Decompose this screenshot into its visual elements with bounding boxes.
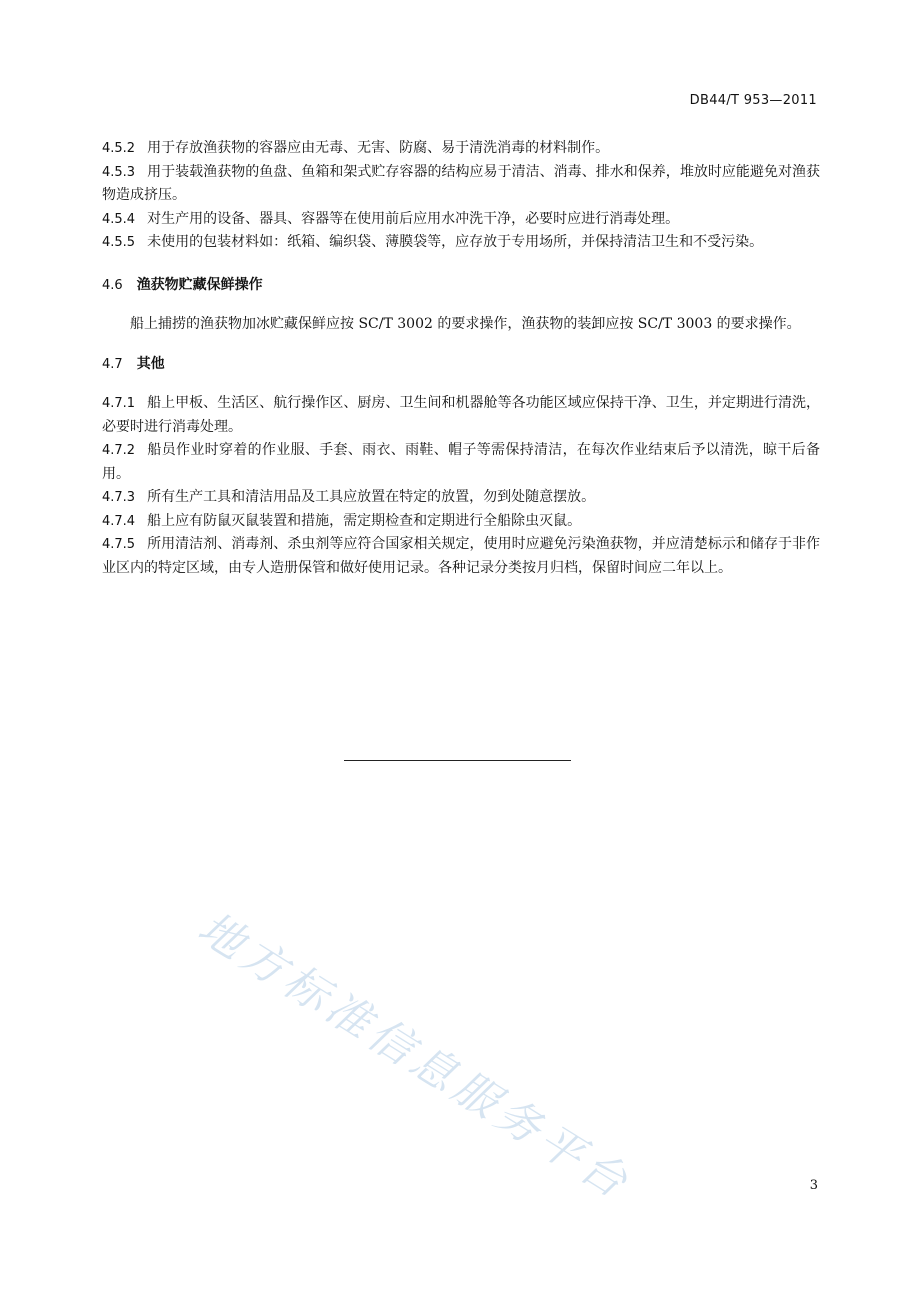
clause-number: 4.7.3	[102, 490, 136, 505]
clause-number: 4.7.1	[102, 396, 136, 411]
section-title: 其他	[136, 356, 165, 372]
clause-4-7-2	[102, 439, 820, 486]
clause-number: 4.5.2	[102, 141, 136, 156]
end-rule	[344, 760, 571, 761]
clause-4-5-2	[102, 137, 820, 161]
clause-4-7-4	[102, 510, 820, 534]
clause-text: 船上应有防鼠灭鼠装置和措施，需定期检查和定期进行全船除虫灭鼠。	[147, 512, 582, 529]
section-title: 渔获物贮藏保鲜操作	[136, 276, 263, 293]
clause-number: 4.7.5	[102, 537, 136, 552]
clause-number: 4.5.3	[102, 164, 136, 180]
watermark: 地方标准信息服务平台	[189, 902, 641, 1211]
clause-number: 4.5.5	[102, 235, 136, 250]
section-heading-4-6	[102, 274, 820, 297]
clause-text: 用于装载渔获物的鱼盘、鱼箱和架式贮存容器的结构应易于清洁、消毒、排水和保养，堆放时应能避免对渔获物造成挤压。	[102, 163, 820, 203]
section-heading-4-7	[102, 353, 820, 376]
page-number: 3	[809, 1178, 818, 1193]
clause-text: 船员作业时穿着的作业服、手套、雨衣、雨鞋、帽子等需保持清洁，在每次作业结束后予以清洗，晾干后备用。	[102, 442, 820, 482]
clause-text: 船上甲板、生活区、航行操作区、厨房、卫生间和机器舱等各功能区域应保持干净、卫生，并定期进行清洗，必要时进行消毒处理。	[102, 395, 820, 435]
clause-text: 对生产用的设备、器具、容器等在使用前后应用水冲洗干净，必要时应进行消毒处理。	[147, 210, 680, 227]
document-body	[102, 137, 820, 580]
document-code: DB44/T 953—2011	[689, 93, 817, 108]
clause-4-5-4	[102, 208, 820, 232]
clause-text: 所用清洁剂、消毒剂、杀虫剂等应符合国家相关规定，使用时应避免污染渔获物，并应清楚标示和储存于非作业区内的特定区域，由专人造册保管和做好使用记录。各种记录分类按月归档，保留时间应二年以上。	[102, 536, 820, 576]
section-number: 4.6	[102, 277, 123, 293]
clause-text: 用于存放渔获物的容器应由无毒、无害、防腐、易于清洗消毒的材料制作。	[147, 140, 610, 156]
section-body-4-6: 船上捕捞的渔获物加冰贮藏保鲜应按 SC/T 3002 的要求操作，渔获物的装卸应按 SC/T 3003 的要求操作。	[130, 315, 801, 332]
clause-4-5-5	[102, 231, 820, 255]
clause-number: 4.7.2	[102, 443, 136, 458]
clause-4-5-3	[102, 161, 820, 208]
clause-4-7-5	[102, 533, 820, 580]
clause-4-7-3	[102, 486, 820, 510]
section-number: 4.7	[102, 357, 123, 372]
clause-number: 4.5.4	[102, 211, 136, 227]
clause-text: 未使用的包装材料如：纸箱、编织袋、薄膜袋等，应存放于专用场所，并保持清洁卫生和不受污染。	[147, 234, 764, 250]
clause-4-7-1	[102, 392, 820, 439]
clause-number: 4.7.4	[102, 513, 136, 529]
clause-text: 所有生产工具和清洁用品及工具应放置在特定的放置，勿到处随意摆放。	[147, 489, 596, 505]
